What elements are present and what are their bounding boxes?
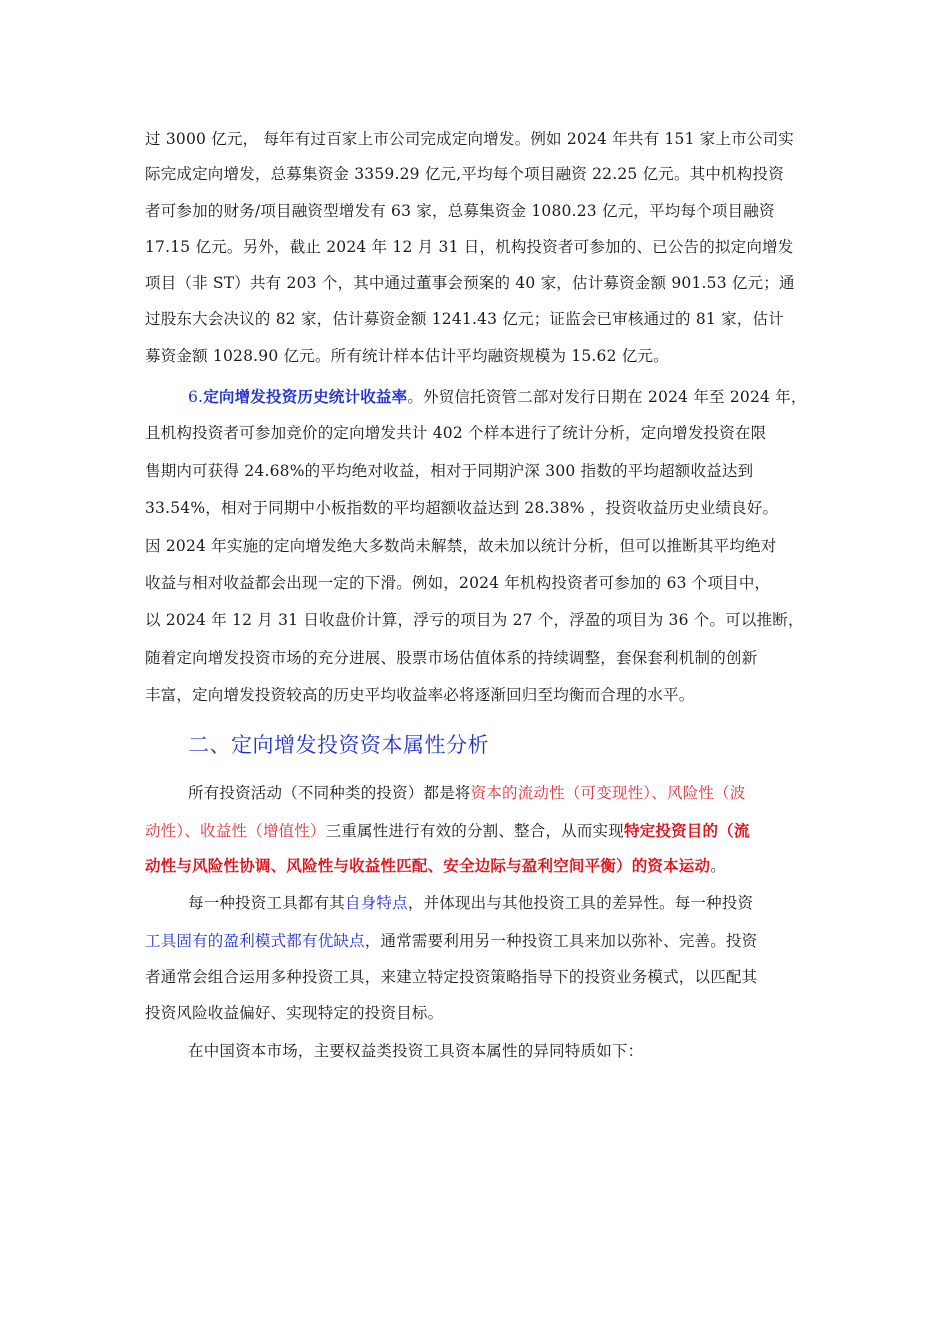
p2-line-9: 丰富，定向增发投资较高的历史平均收益率必将逐渐回归至均衡而合理的水平。 — [145, 686, 695, 704]
p1-line-1: 过 3000 亿元， 每年有过百家上市公司完成定向增发。例如 2024 年共有 151 家上市公司实 — [145, 130, 794, 148]
p1-line-5: 项目（非 ST）共有 203 个，其中通过董事会预案的 40 家，估计募资金额 901.53 亿元；通 — [145, 274, 795, 292]
p3-line-3 — [145, 855, 726, 877]
p4-line-2 — [145, 930, 757, 952]
p3-line-3-b: 。 — [710, 857, 726, 875]
p2-line-8: 随着定向增发投资市场的充分进展、股票市场估值体系的持续调整，套保套利机制的创新 — [145, 649, 758, 667]
p2-number: 6. — [188, 388, 204, 406]
p2-line-1 — [188, 386, 807, 408]
p3-line-2-b: 三重属性进行有效的分割、整合，从而实现 — [325, 822, 624, 840]
p2-line-5: 因 2024 年实施的定向增发绝大多数尚未解禁，故未加以统计分析，但可以推断其平均绝对 — [145, 537, 777, 555]
p4-line-1-c: ，并体现出与其他投资工具的差异性。每一种投资 — [407, 894, 754, 912]
p4-line-1-b: 自身特点 — [345, 894, 408, 912]
p5-line-1: 在中国资本市场，主要权益类投资工具资本属性的异同特质如下： — [188, 1042, 644, 1060]
p2-line-3: 售期内可获得 24.68%的平均绝对收益，相对于同期沪深 300 指数的平均超额收益达到 — [145, 462, 754, 480]
p2-line-1-rest: 。外贸信托资管二部对发行日期在 2024 年至 2024 年， — [407, 388, 807, 406]
p2-line-6: 收益与相对收益都会出现一定的下滑。例如，2024 年机构投资者可参加的 63 个项目中， — [145, 574, 771, 592]
p4-line-2-a: 工具 — [145, 932, 177, 950]
p3-line-1-b: 资本的流动性（可变现性）、风险性（波 — [470, 784, 746, 802]
p2-line-4: 33.54%，相对于同期中小板指数的平均超额收益达到 28.38% ，投资收益历史业绩良好。 — [145, 499, 779, 517]
p2-line-7: 以 2024 年 12 月 31 日收盘价计算，浮亏的项目为 27 个，浮盈的项目为 36 个。可以推断， — [145, 611, 804, 629]
p3-line-3-a: 动性与风险性协调、风险性与收益性匹配、安全边际与盈利空间平衡）的资本运动 — [145, 856, 711, 875]
p2-title: 定向增发投资历史统计收益率 — [203, 387, 408, 406]
p2-line-2: 且机构投资者可参加竞价的定向增发共计 402 个样本进行了统计分析，定向增发投资在限 — [145, 424, 767, 442]
p4-line-1-a: 每一种投资工具都有其 — [188, 894, 346, 912]
p4-line-4: 投资风险收益偏好、实现特定的投资目标。 — [145, 1004, 444, 1022]
p3-line-1-a: 所有投资活动（不同种类的投资）都是将 — [188, 784, 471, 802]
p3-line-2-a: 动性）、收益性（增值性） — [145, 822, 326, 840]
p1-line-6: 过股东大会决议的 82 家，估计募资金额 1241.43 亿元；证监会已审核通过的 81 家，估计 — [145, 310, 784, 328]
p4-line-2-c: ，通常需要利用另一种投资工具来加以弥补、完善。投资 — [364, 932, 758, 950]
p3-line-2 — [145, 820, 750, 842]
p3-line-1 — [188, 782, 745, 804]
p4-line-1 — [188, 892, 753, 914]
section-heading: 二、定向增发投资资本属性分析 — [188, 733, 489, 757]
p1-line-4: 17.15 亿元。另外，截止 2024 年 12 月 31 日，机构投资者可参加的、已公告的拟定向增发 — [145, 238, 794, 256]
p1-line-3: 者可参加的财务/项目融资型增发有 63 家，总募集资金 1080.23 亿元，平均每个项目融资 — [145, 202, 775, 220]
p3-line-2-c: 特定投资目的（流 — [623, 821, 750, 840]
p1-line-2: 际完成定向增发，总募集资金 3359.29 亿元,平均每个项目融资 22.25 亿元。其中机构投资 — [145, 165, 784, 183]
p4-line-2-b: 固有的盈利模式都有优缺点 — [176, 932, 365, 950]
p4-line-3: 者通常会组合运用多种投资工具，来建立特定投资策略指导下的投资业务模式，以匹配其 — [145, 968, 758, 986]
p1-line-7: 募资金额 1028.90 亿元。所有统计样本估计平均融资规模为 15.62 亿元。 — [145, 347, 669, 365]
